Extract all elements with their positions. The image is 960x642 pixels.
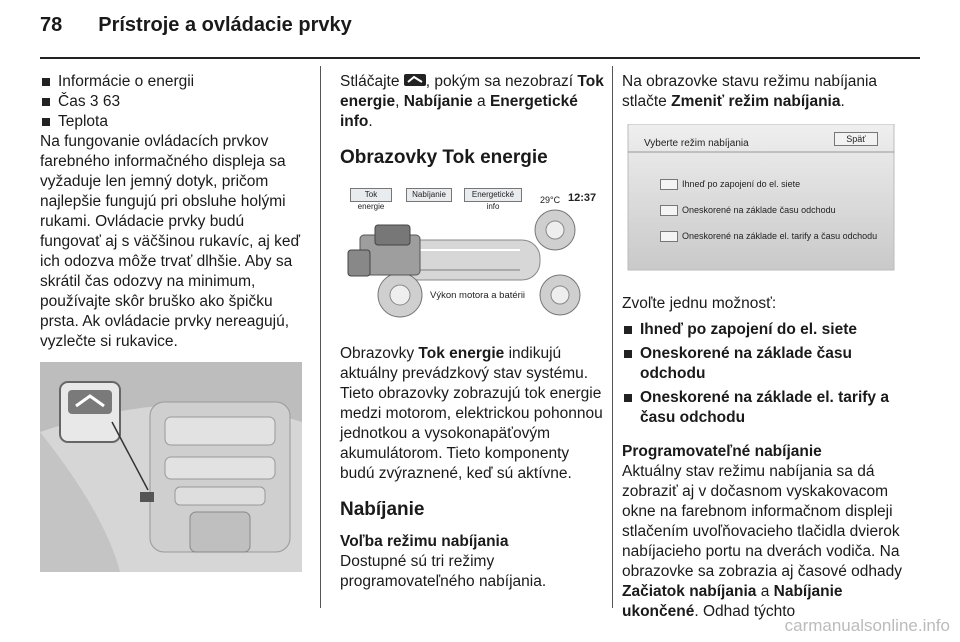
screen-option: Oneskorené na základe času odchodu (660, 200, 836, 220)
column-middle (340, 72, 606, 592)
tab-charging: Nabíjanie (406, 188, 452, 202)
list-item: Informácie o energii (40, 72, 306, 92)
energy-flow-screen (340, 180, 602, 330)
screen-clock: 12:37 (568, 192, 597, 204)
dashboard-photo (40, 362, 302, 572)
sub-heading: Programovateľné nabíjanie (622, 443, 822, 460)
screen-option: Ihneď po zapojení do el. siete (660, 174, 800, 194)
column-divider (612, 66, 613, 608)
header-rule (40, 57, 920, 59)
body-paragraph: Obrazovky Tok energie indikujú aktuálny prevádzkový stav systému. Tieto obrazovky zobrazujú tok energie medzi motorom, elektrickou pohonnou jednotkou a vysokonapäťovým akumulátorom. Tieto komponenty budú zvýraznené, keď sú aktívne. (340, 345, 603, 482)
intro-paragraph: Na obrazovke stavu režimu nabíjania stlačte Zmeniť režim nabíjania. (622, 73, 878, 110)
charge-mode-screen (622, 124, 902, 280)
section-heading: Nabíjanie (340, 499, 425, 520)
body-paragraph: Na fungovanie ovládacích prvkov farebného informačného displeja sa vyžaduje len jemný dotyk, pričom najlepšie fungujú pri obsluhe holými rukami. Ovládacie prvky budú fungovať aj s väčšinou rukavíc, aj keď ich odozva môže trvať dlhšie. Aby sa skrátil čas odozvy na minimum, používajte skôr bruško ako špičku prsta. Ak ovládacie prvky nereagujú, vyzlečte si rukavice. (40, 133, 301, 350)
screen-option: Oneskorené na základe el. tarify a času odchodu (660, 226, 877, 246)
screen-caption: Výkon motora a batérii (430, 290, 526, 301)
dashboard-illustration (40, 362, 302, 572)
list-item: Čas 3 63 (40, 92, 306, 112)
column-right (622, 72, 912, 622)
screen-back-button: Späť (834, 132, 878, 146)
screen-temperature: 29°C (540, 195, 561, 205)
energy-button-icon (404, 73, 426, 90)
screen-title: Vyberte režim nabíjania (644, 138, 749, 149)
list-item: Oneskorené na základe času odchodu (622, 344, 912, 384)
column-left (40, 72, 306, 572)
page-number: 78 (40, 14, 63, 36)
column-divider (320, 66, 321, 608)
sub-heading: Voľba režimu nabíjania (340, 533, 509, 550)
list-item: Ihneď po zapojení do el. siete (622, 320, 912, 340)
page-header (40, 14, 352, 37)
body-paragraph: Zvoľte jednu možnosť: (622, 295, 777, 312)
body-paragraph: Dostupné sú tri režimy programovateľného nabíjania. (340, 553, 547, 590)
watermark: carmanualsonline.info (784, 616, 950, 635)
body-paragraph: Aktuálny stav režimu nabíjania sa dá zobraziť aj v dočasnom vyskakovacom okne na farebnom informačnom displeji stlačením uvoľňovacieho tlačidla dvierok nabíjacieho portu na dverách vodiča. Na obrazovke sa zobrazia aj časové odhady Začiatok nabíjania a Nabíjanie ukončené. Odhad týchto (622, 463, 903, 620)
page-title: Prístroje a ovládacie prvky (98, 14, 352, 36)
intro-paragraph: Stláčajte , pokým sa nezobrazí Tok energie, Nabíjanie a Energetické info. (340, 73, 604, 130)
page-ref: 63 (102, 93, 121, 110)
tab-energy-flow: Tok energie (350, 188, 392, 202)
list-item: Teplota (40, 112, 306, 132)
tab-energy-info: Energetické info (464, 188, 522, 202)
page-ref-arrow-icon: 3 (89, 93, 99, 110)
list-item: Oneskorené na základe el. tarify a času odchodu (622, 388, 912, 428)
section-heading: Obrazovky Tok energie (340, 147, 548, 168)
